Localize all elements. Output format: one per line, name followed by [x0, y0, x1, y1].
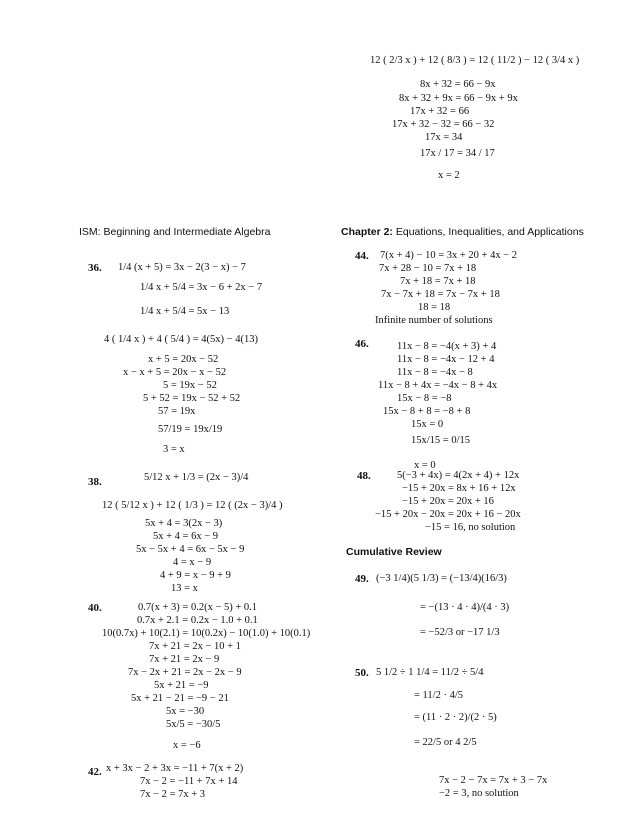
equation-line: 13 = x [171, 583, 198, 594]
equation-line: 5 + 52 = 19x − 52 + 52 [143, 393, 241, 404]
chapter-title: Equations, Inequalities, and Applications [392, 226, 584, 238]
equation-line: 7x − 2 − 7x = 7x + 3 − 7x [439, 775, 548, 786]
equation-line: = (11 · 2 · 2)/(2 · 5) [414, 712, 497, 723]
running-header-left: ISM: Beginning and Intermediate Algebra [79, 226, 271, 238]
problem-number: 49. [355, 573, 369, 585]
equation-line: 57/19 = 19x/19 [158, 424, 223, 435]
problem-number: 50. [355, 667, 369, 679]
equation-line: 12 ( 2/3 x ) + 12 ( 8/3 ) = 12 ( 11/2 ) − 12 ( 3/4 x ) [370, 55, 580, 66]
equation-line: x + 3x − 2 + 3x = −11 + 7(x + 2) [106, 763, 244, 774]
equation-line: 8x + 32 = 66 − 9x [420, 79, 496, 90]
equation-line: 15x − 8 = −8 [397, 393, 452, 404]
equation-line: 7x − 2 = −11 + 7x + 14 [140, 776, 238, 787]
equation-line: (−3 1/4)(5 1/3) = (−13/4)(16/3) [376, 573, 507, 584]
equation-line: 7x + 21 = 2x − 10 + 1 [149, 641, 241, 652]
equation-line: = 11/2 · 4/5 [414, 690, 463, 701]
problem-number: 46. [355, 338, 369, 350]
equation-line: 1/4 (x + 5) = 3x − 2(3 − x) − 7 [118, 262, 246, 273]
equation-line: 7x − 7x + 18 = 7x − 7x + 18 [381, 289, 500, 300]
equation-line: 17x / 17 = 34 / 17 [420, 148, 495, 159]
equation-line: 4 = x − 9 [173, 557, 212, 568]
equation-line: 15x = 0 [411, 419, 444, 430]
equation-line: = −(13 · 4 · 4)/(4 · 3) [420, 602, 510, 613]
problem-number: 42. [88, 766, 102, 778]
equation-line: 11x − 8 + 4x = −4x − 8 + 4x [378, 380, 498, 391]
equation-line: 11x − 8 = −4(x + 3) + 4 [397, 341, 497, 352]
problem-number: 40. [88, 602, 102, 614]
equation-line: 5x + 21 = −9 [154, 680, 209, 691]
equation-line: 17x + 32 − 32 = 66 − 32 [392, 119, 495, 130]
equation-line: 15x − 8 + 8 = −8 + 8 [383, 406, 471, 417]
equation-line: 11x − 8 = −4x − 12 + 4 [397, 354, 495, 365]
equation-line: = 22/5 or 4 2/5 [414, 737, 477, 748]
equation-line: −15 + 20x − 20x = 20x + 16 − 20x [375, 509, 521, 520]
equation-line: 0.7(x + 3) = 0.2(x − 5) + 0.1 [138, 602, 258, 613]
equation-line: −15 + 20x = 20x + 16 [402, 496, 494, 507]
equation-line: 1/4 x + 5/4 = 5x − 13 [140, 306, 230, 317]
chapter-label: Chapter 2: [341, 226, 393, 238]
equation-line: 5x + 21 − 21 = −9 − 21 [131, 693, 229, 704]
equation-line: 11x − 8 = −4x − 8 [397, 367, 473, 378]
equation-line: 5x + 4 = 3(2x − 3) [145, 518, 223, 529]
equation-line: −2 = 3, no solution [439, 788, 519, 799]
equation-line: x = 2 [438, 170, 460, 181]
equation-line: x = 0 [414, 460, 436, 471]
equation-line: 7(x + 4) − 10 = 3x + 20 + 4x − 2 [380, 250, 518, 261]
equation-line: 5x − 5x + 4 = 6x − 5x − 9 [136, 544, 245, 555]
equation-line: 5 = 19x − 52 [163, 380, 217, 391]
equation-line: 1/4 x + 5/4 = 3x − 6 + 2x − 7 [140, 282, 263, 293]
equation-line: 10(0.7x) + 10(2.1) = 10(0.2x) − 10(1.0) + 10(0.1) [102, 628, 311, 639]
equation-line: −15 = 16, no solution [425, 522, 516, 533]
equation-line: 5(−3 + 4x) = 4(2x + 4) + 12x [397, 470, 520, 481]
equation-line: 12 ( 5/12 x ) + 12 ( 1/3 ) = 12 ( (2x − 3)/4 ) [102, 500, 283, 511]
equation-line: 17x + 32 = 66 [410, 106, 470, 117]
equation-line: 18 = 18 [418, 302, 451, 313]
equation-line: 5 1/2 ÷ 1 1/4 = 11/2 ÷ 5/4 [376, 667, 484, 678]
equation-line: 17x = 34 [425, 132, 463, 143]
equation-line: 5/12 x + 1/3 = (2x − 3)/4 [144, 472, 249, 483]
equation-line: 5x/5 = −30/5 [166, 719, 221, 730]
equation-line: 7x − 2 = 7x + 3 [140, 789, 206, 800]
problem-number: 38. [88, 476, 102, 488]
equation-line: 15x/15 = 0/15 [411, 435, 471, 446]
equation-line: 7x − 2x + 21 = 2x − 2x − 9 [128, 667, 242, 678]
section-heading: Cumulative Review [346, 546, 442, 558]
equation-line: −15 + 20x = 8x + 16 + 12x [402, 483, 516, 494]
equation-line: 3 = x [163, 444, 185, 455]
equation-line: 0.7x + 2.1 = 0.2x − 1.0 + 0.1 [137, 615, 258, 626]
equation-line: 8x + 32 + 9x = 66 − 9x + 9x [399, 93, 518, 104]
problem-number: 44. [355, 250, 369, 262]
equation-line: 7x + 18 = 7x + 18 [400, 276, 476, 287]
equation-line: 5x = −30 [166, 706, 205, 717]
equation-line: 57 = 19x [158, 406, 196, 417]
equation-line: 7x + 21 = 2x − 9 [149, 654, 220, 665]
problem-number: 48. [357, 470, 371, 482]
equation-line: x − x + 5 = 20x − x − 52 [123, 367, 227, 378]
equation-line: 4 ( 1/4 x ) + 4 ( 5/4 ) = 4(5x) − 4(13) [104, 334, 258, 345]
equation-line: 7x + 28 − 10 = 7x + 18 [379, 263, 477, 274]
equation-line: x = −6 [173, 740, 201, 751]
equation-line: 4 + 9 = x − 9 + 9 [160, 570, 231, 581]
running-header-right [341, 226, 584, 238]
equation-line: Infinite number of solutions [375, 315, 493, 326]
equation-line: x + 5 = 20x − 52 [148, 354, 219, 365]
equation-line: = −52/3 or −17 1/3 [420, 627, 500, 638]
equation-line: 5x + 4 = 6x − 9 [153, 531, 219, 542]
problem-number: 36. [88, 262, 102, 274]
